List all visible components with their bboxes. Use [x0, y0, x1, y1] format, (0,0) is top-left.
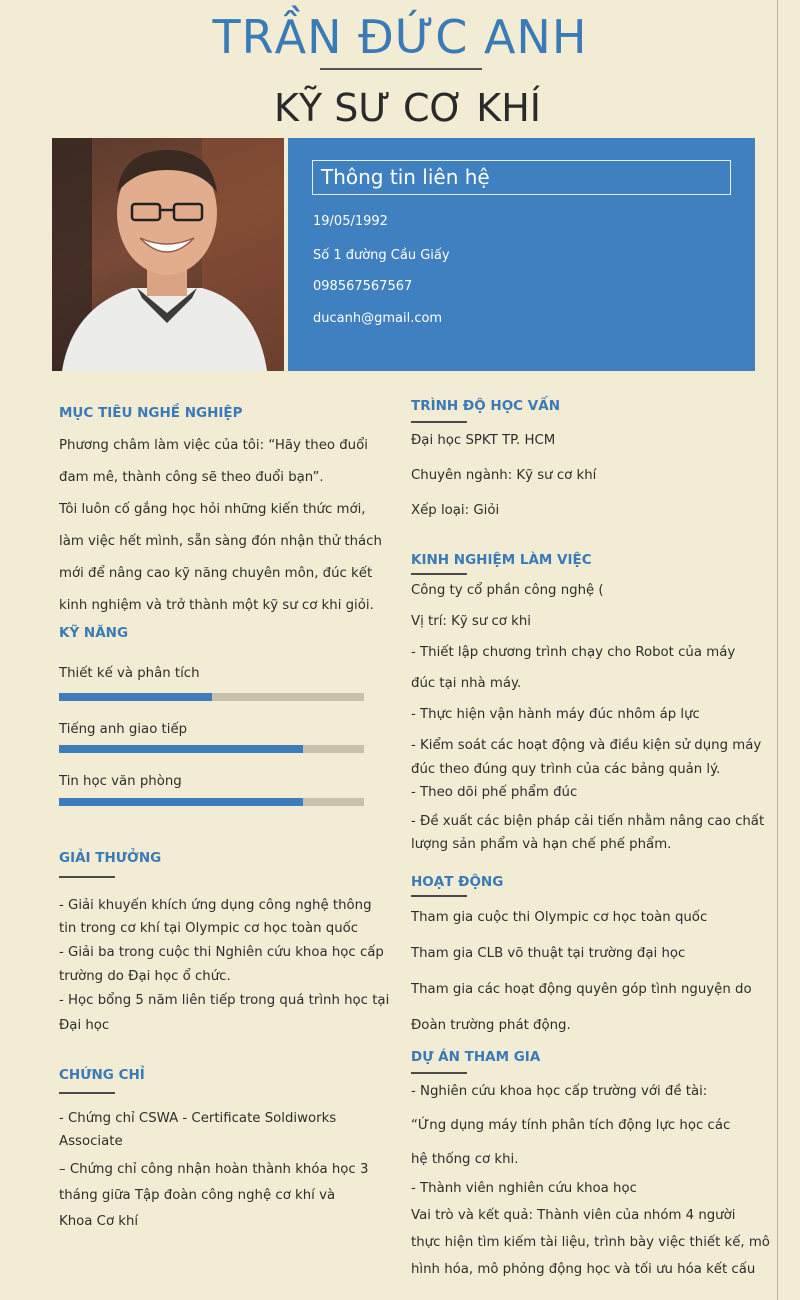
activities-heading: HOẠT ĐỘNG [411, 874, 504, 890]
certificate-line: – Chứng chỉ công nhận hoàn thành khóa học 3 [59, 1162, 369, 1177]
experience-heading: KINH NGHIỆM LÀM VIỆC [411, 552, 592, 568]
certificate-line: - Chứng chỉ CSWA - Certificate Soldiworks [59, 1111, 337, 1126]
experience-line: - Thực hiện vận hành máy đúc nhôm áp lực [411, 707, 700, 722]
activity-line: Tham gia CLB võ thuật tại trường đại học [411, 946, 686, 961]
objective-line: mới để nâng cao kỹ năng chuyên môn, đúc kết [59, 566, 373, 581]
project-line: - Thành viên nghiên cứu khoa học [411, 1181, 637, 1196]
contact-address: Số 1 đường Cầu Giấy [313, 248, 450, 263]
certificate-line: Khoa Cơ khí [59, 1214, 139, 1229]
award-line: trường do Đại học ổ chức. [59, 969, 231, 984]
awards-heading: GIẢI THƯỞNG [59, 850, 162, 866]
job-title: KỸ SƯ CƠ KHÍ [273, 86, 542, 130]
education-line: Chuyên ngành: Kỹ sư cơ khí [411, 468, 597, 483]
skill-bar [59, 745, 364, 753]
skills-heading: KỸ NĂNG [59, 625, 129, 641]
experience-underline [411, 573, 467, 575]
experience-line: - Đề xuất các biện pháp cải tiến nhằm nâng cao chất [411, 814, 765, 829]
skill-bar [59, 798, 364, 806]
objective-heading: MỤC TIÊU NGHỀ NGHIỆP [59, 405, 243, 421]
certificate-line: tháng giữa Tập đoàn công nghệ cơ khí và [59, 1188, 336, 1203]
skill-label: Tin học văn phòng [59, 774, 182, 789]
experience-line: Vị trí: Kỹ sư cơ khi [411, 614, 531, 629]
award-line: - Học bổng 5 năm liên tiếp trong quá trình học tại [59, 993, 390, 1008]
experience-line: lượng sản phẩm và hạn chế phế phẩm. [411, 837, 672, 852]
objective-line: Tôi luôn cố gắng học hỏi những kiến thức mới, [59, 502, 366, 517]
awards-underline [59, 876, 115, 878]
project-line: hình hóa, mô phỏng động học và tối ưu hóa kết cấu [411, 1262, 756, 1277]
activities-underline [411, 895, 467, 897]
contact-info-panel [288, 138, 755, 371]
experience-line: - Kiểm soát các hoạt động và điều kiện sử dụng máy [411, 738, 762, 753]
objective-line: đam mê, thành công sẽ theo đuổi bạn”. [59, 470, 324, 485]
projects-underline [411, 1072, 467, 1074]
award-line: - Giải khuyến khích ứng dụng công nghệ thông [59, 898, 372, 913]
page-border-line [777, 0, 778, 1300]
award-line: - Giải ba trong cuộc thi Nghiên cứu khoa học cấp [59, 945, 384, 960]
contact-info-title: Thông tin liên hệ [312, 160, 731, 195]
award-line: tin trong cơ khí tại Olympic cơ học toàn quốc [59, 921, 359, 936]
activity-line: Tham gia các hoạt động quyên góp tình nguyện do [411, 982, 752, 997]
education-underline [411, 421, 467, 423]
certificates-underline [59, 1092, 115, 1094]
experience-line: đúc theo đúng quy trình của các bảng quản lý. [411, 762, 721, 777]
skill-label: Tiếng anh giao tiếp [59, 722, 188, 737]
skill-bar-fill [59, 798, 303, 806]
skill-bar-fill [59, 745, 303, 753]
objective-line: Phương châm làm việc của tôi: “Hãy theo đuổi [59, 438, 368, 453]
certificate-line: Associate [59, 1134, 123, 1149]
portrait-illustration [52, 138, 284, 371]
education-line: Đại học SPKT TP. HCM [411, 433, 556, 448]
skill-label: Thiết kế và phân tích [59, 666, 200, 681]
project-line: hệ thống cơ khi. [411, 1152, 519, 1167]
contact-phone: 098567567567 [313, 279, 413, 294]
experience-line: - Thiết lập chương trình chạy cho Robot của máy [411, 645, 736, 660]
profile-photo [52, 138, 284, 371]
skill-bar-fill [59, 693, 212, 701]
contact-email: ducanh@gmail.com [313, 311, 443, 326]
project-line: Vai trò và kết quả: Thành viên của nhóm 4 người [411, 1208, 736, 1223]
activity-line: Tham gia cuộc thi Olympic cơ học toàn quốc [411, 910, 708, 925]
experience-line: Công ty cổ phần công nghệ ( [411, 583, 604, 598]
education-heading: TRÌNH ĐỘ HỌC VẤN [411, 398, 560, 414]
project-line: - Nghiên cứu khoa học cấp trường với đề tài: [411, 1084, 708, 1099]
activity-line: Đoàn trường phát động. [411, 1018, 571, 1033]
candidate-name: TRẦN ĐỨC ANH [212, 10, 588, 64]
award-line: Đại học [59, 1018, 110, 1033]
project-line: “Ứng dụng máy tính phân tích động lực học các [411, 1118, 731, 1133]
project-line: thực hiện tìm kiếm tài liệu, trình bày việc thiết kế, mô [411, 1235, 770, 1250]
projects-heading: DỰ ÁN THAM GIA [411, 1049, 541, 1065]
contact-dob: 19/05/1992 [313, 214, 388, 229]
objective-line: làm việc hết mình, sẵn sàng đón nhận thử thách [59, 534, 382, 549]
objective-line: kinh nghiệm và trở thành một kỹ sư cơ khi giỏi. [59, 598, 374, 613]
skill-bar [59, 693, 364, 701]
experience-line: - Theo dõi phế phẩm đúc [411, 785, 578, 800]
education-line: Xếp loại: Giỏi [411, 503, 500, 518]
experience-line: đúc tại nhà máy. [411, 676, 522, 691]
name-underline [320, 68, 482, 70]
certificates-heading: CHỨNG CHỈ [59, 1067, 145, 1083]
